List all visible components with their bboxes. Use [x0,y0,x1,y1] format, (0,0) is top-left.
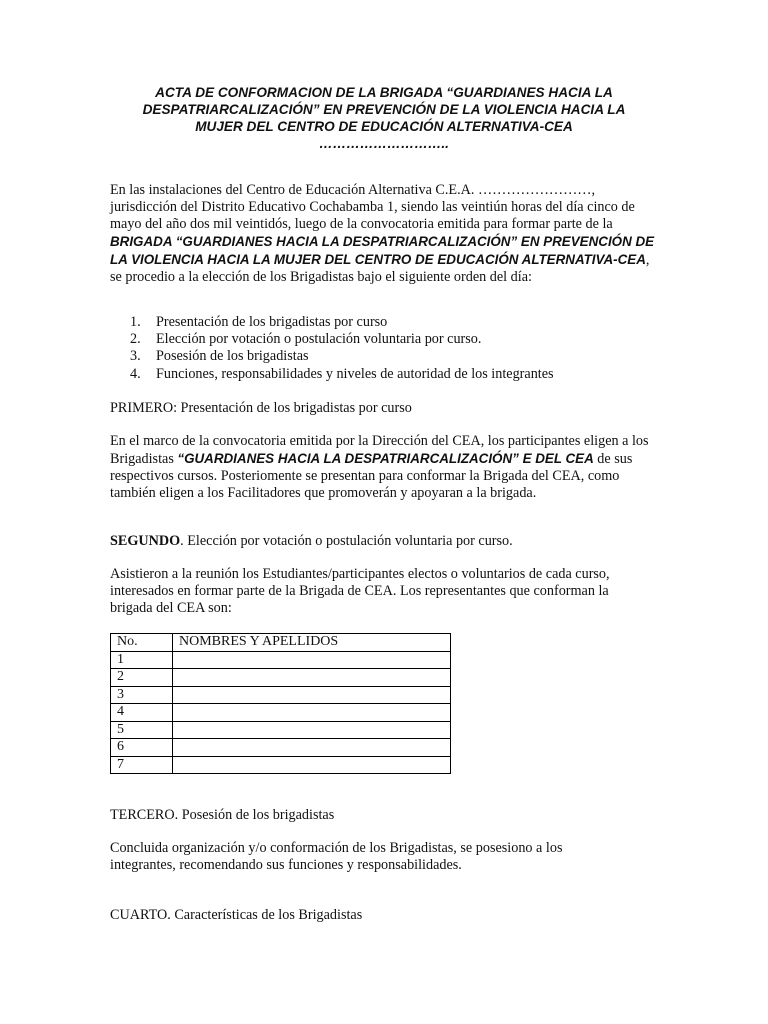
row-number: 5 [111,721,173,739]
row-number: 6 [111,739,173,757]
header-nombres: NOMBRES Y APELLIDOS [173,634,451,652]
brigadistas-table [110,633,451,774]
table-row [111,669,451,687]
agenda-number: 1. [130,314,141,330]
intro-paragraph [110,182,658,286]
primero-paragraph [110,433,658,502]
row-name [173,704,451,722]
table-row [111,739,451,757]
agenda-item [110,348,658,365]
row-name [173,721,451,739]
cuarto-heading: CUARTO. Características de los Brigadistas [110,907,363,923]
table-row [111,651,451,669]
row-name [173,651,451,669]
table-row [111,686,451,704]
agenda-text: Posesión de los brigadistas [156,348,309,365]
table-row [111,756,451,774]
row-number: 4 [111,704,173,722]
agenda-item [110,366,658,383]
segundo-heading [110,533,513,550]
primero-heading: PRIMERO: Presentación de los brigadistas por curso [110,400,412,416]
segundo-paragraph: Asistieron a la reunión los Estudiantes/participantes electos o voluntarios de cada curso, interesados en formar parte de la Brigada de CEA. Los representantes que conforman la brigada del CEA son: [110,566,610,616]
agenda-text: Funciones, responsabilidades y niveles de autoridad de los integrantes [156,365,554,382]
agenda-item [110,314,658,331]
row-name [173,756,451,774]
table-row [111,704,451,722]
title-line-2: DESPATRIARCALIZACIÓN” EN PREVENCIÓN DE LA VIOLENCIA HACIA LA [142,102,626,117]
row-number: 2 [111,669,173,687]
primero-text-1: En el marco de la convocatoria emitida por la Dirección del CEA, los participantes eligen a los Brigadistas [110,433,649,467]
intro-brigada-name: BRIGADA “GUARDIANES HACIA LA DESPATRIARCALIZACIÓN” EN PREVENCIÓN DE LA VIOLENCIA HACIA LA MUJER DEL CENTRO DE EDUCACIÓN ALTERNATIVA-CEA [110,234,655,267]
agenda-number: 4. [130,365,141,382]
intro-text-2: , se procedio a la elección de los Brigadistas bajo el siguiente orden del día: [110,252,650,285]
agenda-list [110,314,658,383]
agenda-text: Presentación de los brigadistas por curso [156,314,388,330]
tercero-heading: TERCERO. Posesión de los brigadistas [110,807,335,823]
agenda-number: 3. [130,348,141,365]
row-number: 3 [111,686,173,704]
row-number: 7 [111,756,173,774]
primero-bold: “GUARDIANES HACIA LA DESPATRIARCALIZACIÓN” E DEL CEA [177,451,594,466]
row-name [173,686,451,704]
row-name [173,669,451,687]
segundo-label: SEGUNDO [110,533,181,549]
title-line-3: MUJER DEL CENTRO DE EDUCACIÓN ALTERNATIVA-CEA [195,119,573,134]
intro-text-1: En las instalaciones del Centro de Educación Alternativa C.E.A. ……………………, jurisdicción del Distrito Educativo Cochabamba 1, siendo las veintiún horas del día cinco de mayo del año dos mil veintidós, luego de la convocatoria emitida para formar parte de la [110,182,635,232]
table-row [111,721,451,739]
title-line-1: ACTA DE CONFORMACION DE LA BRIGADA “GUARDIANES HACIA LA [155,85,613,100]
agenda-item [110,331,658,348]
table-header-row [111,634,451,652]
segundo-heading-rest: . Elección por votación o postulación voluntaria por curso. [180,533,513,549]
agenda-number: 2. [130,331,141,348]
agenda-text: Elección por votación o postulación voluntaria por curso. [156,331,482,348]
document-title [120,84,648,152]
header-no: No. [111,634,173,652]
tercero-paragraph: Concluida organización y/o conformación de los Brigadistas, se posesiono a los integrantes, recomendando sus funciones y responsabilidades. [110,840,563,873]
row-name [173,739,451,757]
title-dots: ……………………….. [319,136,449,151]
row-number: 1 [111,651,173,669]
primero-text-2: de sus respectivos cursos. Posteriomente se presentan para conformar la Brigada del CEA, como también eligen a los Facilitadores que promoverán y apoyaran a la brigada. [110,451,633,501]
